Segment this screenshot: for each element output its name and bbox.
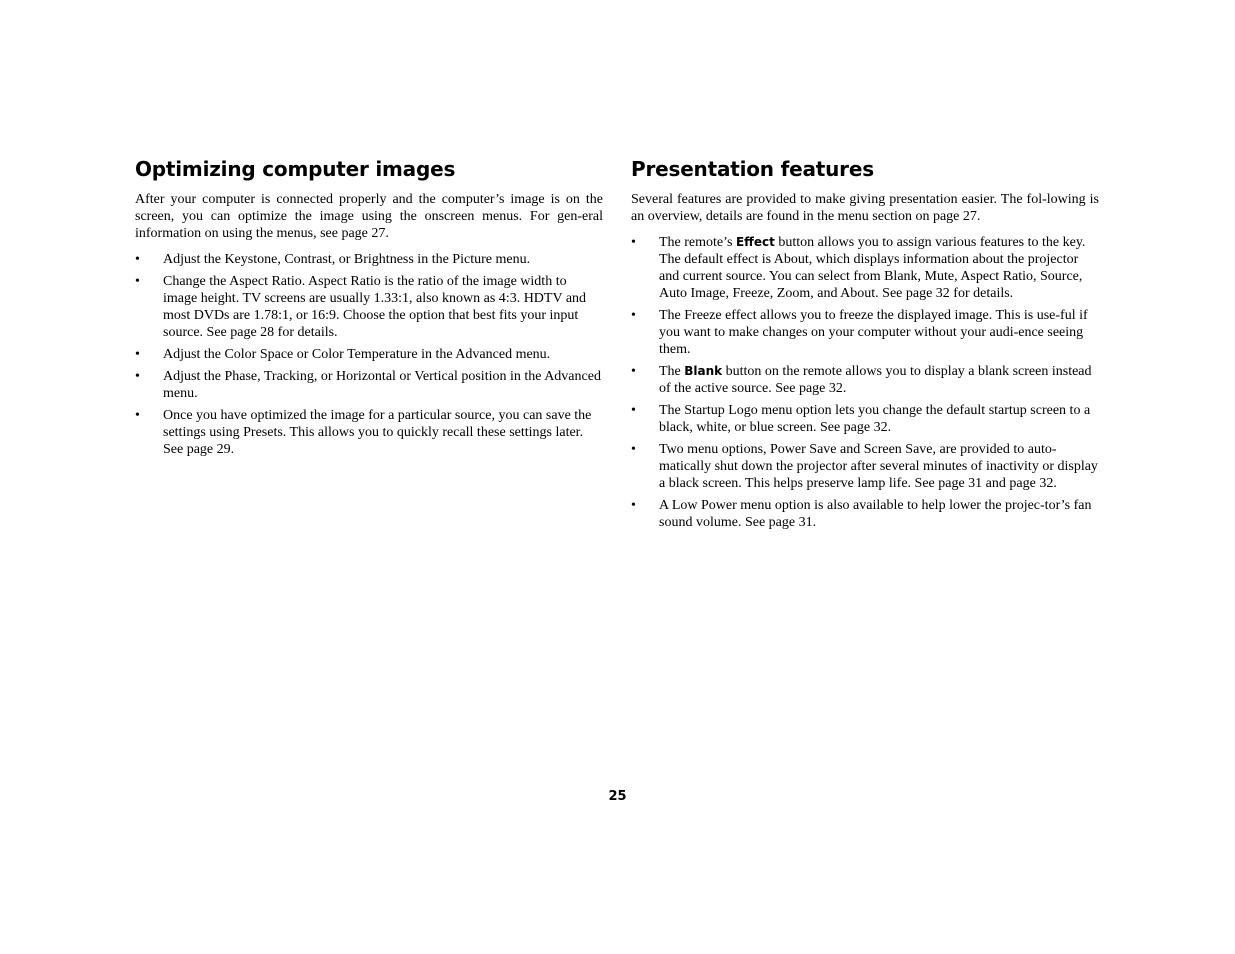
list-item-text: Adjust the Phase, Tracking, or Horizontal or Vertical position in the Advanced menu. <box>163 369 601 401</box>
list-item <box>135 251 603 268</box>
list-item <box>631 234 1099 302</box>
list-item <box>631 307 1099 358</box>
page-number: 25 <box>608 789 627 804</box>
list-item-text: Two menu options, Power Save and Screen Save, are provided to auto-matically shut down the projector after several minutes of inactivity or display a black screen. This helps preserve lamp life. See page 31 and page 32. <box>659 442 1098 491</box>
list-item <box>631 497 1099 531</box>
bullet-marker: • <box>631 498 636 513</box>
left-column <box>135 155 603 463</box>
bullet-marker: • <box>135 408 140 423</box>
list-item <box>135 346 603 363</box>
effect-button-label: Effect <box>735 235 775 249</box>
list-item-text <box>659 235 1085 301</box>
bullet-list <box>135 251 603 458</box>
list-item-text: The Startup Logo menu option lets you change the default startup screen to a black, white, or blue screen. See page 32. <box>659 403 1091 435</box>
list-item <box>631 402 1099 436</box>
list-item-text: A Low Power menu option is also available to help lower the projec-tor’s fan sound volume. See page 31. <box>659 498 1092 530</box>
list-item-text: Once you have optimized the image for a particular source, you can save the settings using Presets. This allows you to quickly recall these settings later. See page 29. <box>163 408 592 457</box>
bullet-marker: • <box>631 235 636 250</box>
right-column <box>631 155 1099 536</box>
list-item-text <box>659 364 1092 396</box>
section-heading-optimizing: Optimizing computer images <box>135 157 456 181</box>
bullet-marker: • <box>631 403 636 418</box>
bullet-list <box>631 234 1099 531</box>
bullet-marker: • <box>135 347 140 362</box>
text-run: button allows you to assign various features to the key. The default effect is About, which displays information about the projector and current source. You can select from Blank, Mute, Aspect Ratio, Source, Auto Image, Freeze, Zoom, and About. See page 32 for details. <box>659 235 1086 301</box>
text-run: button on the remote allows you to display a blank screen instead of the active source. See page 32. <box>659 364 1092 396</box>
bullet-marker: • <box>631 442 636 457</box>
blank-button-label: Blank <box>684 364 723 378</box>
list-item-text: Change the Aspect Ratio. Aspect Ratio is the ratio of the image width to image height. TV screens are usually 1.33:1, also known as 4:3. HDTV and most DVDs are 1.78:1, or 16:9. Choose the option that best fits your input source. See page 28 for details. <box>163 274 587 340</box>
text-run: The <box>659 364 685 379</box>
list-item <box>631 363 1099 397</box>
bullet-marker: • <box>135 369 140 384</box>
list-item <box>135 407 603 458</box>
list-item <box>631 441 1099 492</box>
list-item <box>135 273 603 341</box>
intro-paragraph: After your computer is connected properly and the computer’s image is on the screen, you can optimize the image using the onscreen menus. For gen-eral information on using the menus, see page 27. <box>135 192 603 241</box>
bullet-marker: • <box>631 364 636 379</box>
list-item-text: The Freeze effect allows you to freeze the displayed image. This is use-ful if you want to make changes on your computer without your audi-ence seeing them. <box>659 308 1088 357</box>
list-item-text: Adjust the Color Space or Color Temperature in the Advanced menu. <box>163 347 551 362</box>
text-run: The remote’s <box>659 235 736 250</box>
list-item-text: Adjust the Keystone, Contrast, or Brightness in the Picture menu. <box>163 252 531 267</box>
bullet-marker: • <box>135 274 140 289</box>
section-heading-presentation: Presentation features <box>631 157 874 181</box>
bullet-marker: • <box>631 308 636 323</box>
list-item <box>135 368 603 402</box>
intro-paragraph: Several features are provided to make giving presentation easier. The fol-lowing is an overview, details are found in the menu section on page 27. <box>631 192 1099 224</box>
bullet-marker: • <box>135 252 140 267</box>
